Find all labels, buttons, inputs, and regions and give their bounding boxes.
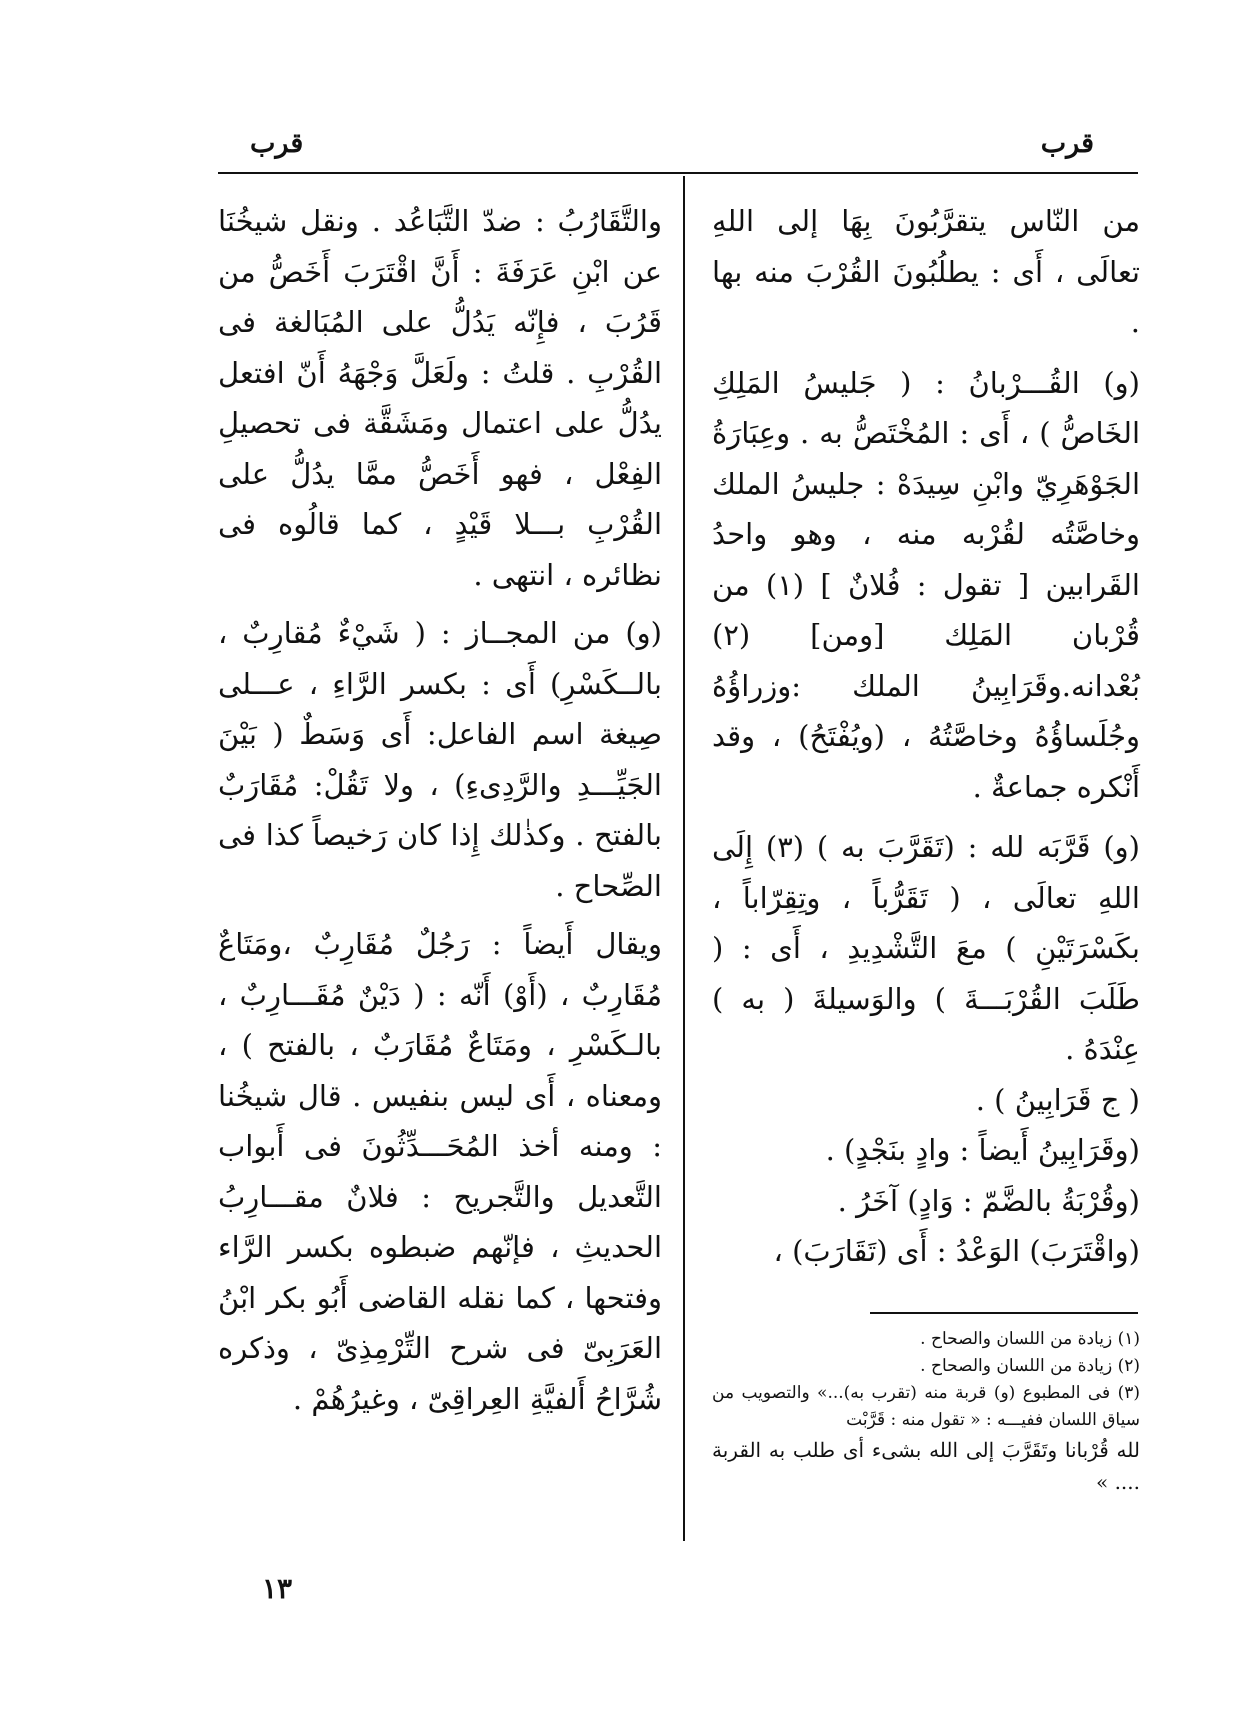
right-paragraph: (وقَرَابِينُ أَيضاً : وادٍ بنَجْدٍ) . <box>825 1133 1140 1167</box>
footnote-rule <box>870 1312 1138 1314</box>
footnotes <box>712 1326 1140 1498</box>
right-paragraph: (و) قَرَّبَه لله : (تَقَرَّبَ به ) (٣) إِلَى اللهِ تعالَى ، ( تَقَرُّباً ، وتِقِرّاباً ، بكَسْرَتَيْنِ ) معَ التَّشْدِيدِ ، أَى : ( طَلَبَ القُرْبَـــةَ ) والوَسيلةَ ( به ) عِنْدَهُ . <box>712 830 1140 1066</box>
right-paragraph: (وقُرْبَةُ بالضَّمّ : وَادٍ) آخَرُ . <box>837 1183 1140 1218</box>
footnote: (١) زيادة من اللسان والصحاح . <box>920 1329 1140 1349</box>
footnote-continuation: لله قُرْبانا وتَقَرَّبَ إلى الله بشىء أى طلب به القربة .... » <box>712 1438 1140 1494</box>
running-header-left: قرب <box>250 128 304 159</box>
page-number: ١٣ <box>262 1572 293 1605</box>
right-paragraph: (واقْتَرَبَ) الوَعْدُ : أَى (تَقَارَبَ) ، <box>773 1234 1140 1268</box>
footnote: (٢) زيادة من اللسان والصحاح . <box>920 1356 1140 1376</box>
left-paragraph: ويقال أَيضاً : رَجُلٌ مُقَارِبٌ ،ومَتَاعٌ مُقَارِبٌ ، (أَوْ) أَنّه : ( دَيْنٌ مُقَـــارِبٌ ، بالـكَسْرِ ، ومَتَاعٌ مُقَارَبٌ ، بالفتح ) ، ومعناه ، أَى ليس بنفيس . قال شيخُنا : ومنه أخذ المُحَـــدِّثُونَ فى أَبواب التَّعديل والتَّجريح : فلانٌ مقـــارِبُ الحديثِ ، فإنّهم ضبطوه بكسر الرَّاء وفتحها ، كما نقله القاضى أَبُو بكر ابْنُ العَرَبِىّ فى شرح التِّرْمِذِىّ ، وذكره شُرَّاحُ أَلفيَّةِ العِراقِىّ ، وغيرُهُمْ . <box>218 927 662 1416</box>
footnote: (٣) فى المطبوع (و) قربة منه (تقرب به)...» والتصويب من سياق اللسان ففيـــه : « تقول منه : قَرَّبْت <box>712 1383 1140 1430</box>
left-column <box>218 196 662 1424</box>
running-header-right: قرب <box>1040 128 1094 159</box>
header-rule <box>218 172 1138 174</box>
right-paragraph: (و) القُـــرْبانُ : ( جَليسُ المَلِكِ الخَاصُّ ) ، أَى : المُخْتَصُّ به . وعِبَارَةُ الجَوْهَرِيّ وابْنِ سِيدَهْ : جليسُ الملك وخاصَّتُه لقُرْبه منه ، وهو واحدُ القَرابين [ تقول : فُلانٌ ] (١) من قُرْبان المَلِك [ومن] (٢) بُعْدانه.وقَرَابِينُ الملك :وزراؤُهُ وجُلَساؤُهُ وخاصَّتُهُ ، (ويُفْتَحُ) ، وقد أَنْكره جماعةٌ . <box>712 365 1140 804</box>
left-paragraph: والتَّقَارُبُ : ضدّ التَّبَاعُد . ونقل شيخُنَا عن ابْنِ عَرَفَةَ : أَنَّ اقْتَرَبَ أَخَصُّ من قَرُبَ ، فإِنّه يَدُلُّ على المُبَالغة فى القُرْبِ . قلتُ : ولَعَلَّ وَجْهَهُ أَنّ افتعل يدُلُّ على اعتمال ومَشَقَّة فى تحصيلِ الفِعْل ، فهو أَخَصُّ ممَّا يدُلُّ على القُرْبِ بـــلا قَيْدٍ ، كما قالُوه فى نظائره ، انتهى . <box>218 204 662 592</box>
right-paragraph: من النّاس يتقرَّبُونَ بِهَا إلى اللهِ تعالَى ، أَى : يطلُبُونَ القُرْبَ منه بها . <box>712 204 1140 339</box>
right-column <box>712 196 1140 1277</box>
column-divider <box>683 176 685 1541</box>
left-paragraph: (و) من المجــاز : ( شَيْءٌ مُقارِبٌ ، بالــكَسْرِ) أَى : بكسر الرَّاءِ ، عـــلى صِيغة اسم الفاعل: أَى وَسَطٌ ( بَيْنَ الجَيِّـــدِ والرَّدِىءِ) ، ولا تَقُلْ: مُقَارَبٌ بالفتح . وكذٰلك إِذا كان رَخيصاً كذا فى الصِّحاح . <box>218 616 662 903</box>
right-paragraph: ( ج قَرَابِينُ ) . <box>975 1082 1140 1117</box>
